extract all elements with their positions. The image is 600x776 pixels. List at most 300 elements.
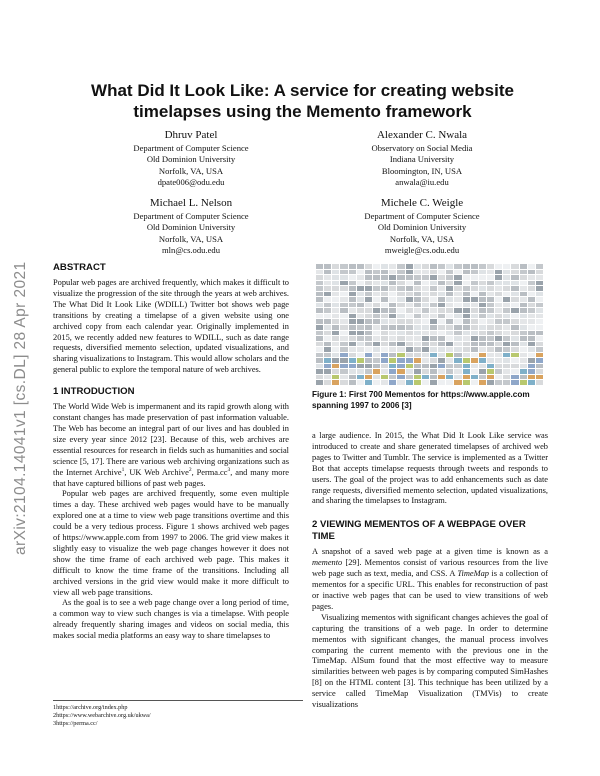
- memento-thumbnail: [446, 358, 453, 363]
- memento-thumbnail: [454, 308, 461, 313]
- memento-thumbnail: [414, 292, 421, 297]
- author-org: Old Dominion University: [146, 222, 236, 233]
- memento-thumbnail: [438, 303, 445, 308]
- memento-thumbnail: [438, 325, 445, 330]
- memento-thumbnail: [365, 358, 372, 363]
- memento-thumbnail: [503, 325, 510, 330]
- memento-thumbnail: [422, 308, 429, 313]
- memento-thumbnail: [487, 319, 494, 324]
- memento-thumbnail: [438, 264, 445, 269]
- memento-thumbnail: [389, 314, 396, 319]
- memento-thumbnail: [406, 331, 413, 336]
- memento-thumbnail: [373, 325, 380, 330]
- memento-thumbnail: [406, 264, 413, 269]
- memento-thumbnail: [349, 380, 356, 385]
- memento-thumbnail: [365, 270, 372, 275]
- memento-thumbnail: [357, 353, 364, 358]
- memento-thumbnail: [520, 319, 527, 324]
- author-org: Old Dominion University: [146, 154, 236, 165]
- memento-thumbnail: [536, 325, 543, 330]
- memento-thumbnail: [520, 264, 527, 269]
- memento-thumbnail: [487, 286, 494, 291]
- memento-thumbnail: [528, 319, 535, 324]
- memento-thumbnail: [520, 380, 527, 385]
- memento-thumbnail: [414, 380, 421, 385]
- memento-thumbnail: [536, 375, 543, 380]
- memento-thumbnail: [365, 331, 372, 336]
- memento-thumbnail: [349, 325, 356, 330]
- memento-thumbnail: [365, 281, 372, 286]
- memento-thumbnail: [511, 331, 518, 336]
- memento-thumbnail: [463, 314, 470, 319]
- memento-thumbnail: [389, 319, 396, 324]
- memento-thumbnail: [503, 331, 510, 336]
- memento-thumbnail: [365, 336, 372, 341]
- memento-thumbnail: [397, 358, 404, 363]
- paper-title: What Did It Look Like: A service for creating website timelapses using the Memento framework: [91, 81, 514, 121]
- memento-thumbnail: [495, 358, 502, 363]
- memento-thumbnail: [414, 375, 421, 380]
- memento-thumbnail: [487, 270, 494, 275]
- memento-thumbnail: [349, 308, 356, 313]
- memento-thumbnail: [406, 308, 413, 313]
- memento-thumbnail: [349, 281, 356, 286]
- memento-thumbnail: [422, 342, 429, 347]
- memento-thumbnail: [340, 308, 347, 313]
- memento-thumbnail: [511, 380, 518, 385]
- memento-thumbnail: [479, 375, 486, 380]
- memento-thumbnail: [340, 325, 347, 330]
- memento-thumbnail: [536, 264, 543, 269]
- memento-thumbnail: [373, 297, 380, 302]
- memento-thumbnail: [422, 375, 429, 380]
- memento-thumbnail: [340, 275, 347, 280]
- memento-thumbnail: [438, 292, 445, 297]
- memento-thumbnail: [511, 375, 518, 380]
- memento-thumbnail: [324, 275, 331, 280]
- memento-thumbnail: [406, 347, 413, 352]
- memento-thumbnail: [471, 314, 478, 319]
- memento-thumbnail: [503, 364, 510, 369]
- memento-thumbnail: [324, 358, 331, 363]
- memento-thumbnail: [324, 369, 331, 374]
- memento-thumbnail: [340, 286, 347, 291]
- memento-thumbnail: [381, 264, 388, 269]
- memento-thumbnail: [438, 369, 445, 374]
- memento-thumbnail: [446, 308, 453, 313]
- memento-thumbnail: [389, 364, 396, 369]
- memento-thumbnail: [349, 264, 356, 269]
- memento-thumbnail: [430, 308, 437, 313]
- memento-thumbnail: [357, 270, 364, 275]
- memento-thumbnail: [332, 347, 339, 352]
- memento-thumbnail: [316, 286, 323, 291]
- memento-thumbnail: [389, 342, 396, 347]
- memento-thumbnail: [511, 319, 518, 324]
- memento-thumbnail: [365, 375, 372, 380]
- author-location: Bloomington, IN, USA: [381, 165, 463, 176]
- memento-thumbnail: [536, 281, 543, 286]
- memento-thumbnail: [511, 297, 518, 302]
- memento-thumbnail: [414, 369, 421, 374]
- memento-thumbnail: [430, 264, 437, 269]
- author-name: Michael L. Nelson: [149, 197, 233, 209]
- memento-thumbnail: [430, 281, 437, 286]
- memento-thumbnail: [332, 308, 339, 313]
- memento-thumbnail: [357, 264, 364, 269]
- memento-thumbnail: [495, 275, 502, 280]
- memento-thumbnail: [463, 292, 470, 297]
- memento-thumbnail: [446, 275, 453, 280]
- memento-thumbnail: [536, 380, 543, 385]
- memento-thumbnail: [520, 297, 527, 302]
- author-email: anwala@iu.edu: [395, 176, 449, 187]
- memento-thumbnail: [332, 319, 339, 324]
- memento-thumbnail: [463, 281, 470, 286]
- memento-thumbnail: [511, 264, 518, 269]
- memento-thumbnail: [406, 314, 413, 319]
- memento-thumbnail: [454, 331, 461, 336]
- memento-thumbnail: [463, 286, 470, 291]
- memento-thumbnail: [349, 375, 356, 380]
- memento-thumbnail: [357, 303, 364, 308]
- memento-thumbnail: [357, 275, 364, 280]
- s2-p1-italic-memento: memento: [312, 558, 343, 568]
- memento-thumbnail: [422, 364, 429, 369]
- memento-thumbnail: [357, 314, 364, 319]
- memento-thumbnail: [406, 380, 413, 385]
- memento-thumbnail: [397, 347, 404, 352]
- memento-thumbnail: [430, 270, 437, 275]
- memento-thumbnail: [438, 380, 445, 385]
- memento-thumbnail: [365, 314, 372, 319]
- memento-thumbnail: [503, 314, 510, 319]
- memento-thumbnail: [381, 325, 388, 330]
- memento-thumbnail: [511, 275, 518, 280]
- memento-thumbnail: [422, 325, 429, 330]
- memento-thumbnail: [528, 270, 535, 275]
- memento-thumbnail: [479, 319, 486, 324]
- memento-thumbnail: [446, 286, 453, 291]
- memento-thumbnail: [357, 308, 364, 313]
- memento-thumbnail: [479, 336, 486, 341]
- memento-thumbnail: [349, 297, 356, 302]
- memento-thumbnail: [430, 314, 437, 319]
- author-location: Norfolk, VA, USA: [158, 233, 224, 244]
- memento-thumbnail: [511, 347, 518, 352]
- memento-thumbnail: [324, 336, 331, 341]
- memento-thumbnail: [332, 380, 339, 385]
- memento-thumbnail: [389, 380, 396, 385]
- memento-thumbnail: [454, 325, 461, 330]
- memento-thumbnail: [381, 314, 388, 319]
- section-2-paragraph-2: Visualizing mementos with significant changes achieves the goal of capturing the transitions of a web page. In order to determine mementos with significant changes, the manual process involves comparing the current memento with the previous one in the TimeMap. AlSum found that the most effective way to measure similarities between web pages is by comparing computed SimHashes [8] on the HTML content [3]. This technique has been utilized by a service called TimeMap Visualization (TMVis) to create visualizations: [312, 612, 548, 710]
- memento-thumbnail: [340, 347, 347, 352]
- memento-thumbnail: [479, 369, 486, 374]
- memento-thumbnail: [511, 308, 518, 313]
- memento-thumbnail: [454, 303, 461, 308]
- memento-thumbnail: [332, 281, 339, 286]
- memento-thumbnail: [422, 275, 429, 280]
- memento-thumbnail: [373, 319, 380, 324]
- memento-thumbnail: [454, 297, 461, 302]
- memento-thumbnail: [520, 286, 527, 291]
- memento-thumbnail: [324, 286, 331, 291]
- footnote-3: 3https://perma.cc/: [53, 720, 98, 728]
- memento-thumbnail: [438, 314, 445, 319]
- memento-thumbnail: [406, 292, 413, 297]
- memento-thumbnail: [406, 297, 413, 302]
- memento-thumbnail: [332, 297, 339, 302]
- memento-thumbnail: [373, 380, 380, 385]
- memento-thumbnail: [365, 292, 372, 297]
- memento-thumbnail: [438, 319, 445, 324]
- memento-thumbnail: [316, 336, 323, 341]
- memento-thumbnail: [414, 264, 421, 269]
- memento-thumbnail: [324, 314, 331, 319]
- memento-thumbnail: [406, 325, 413, 330]
- memento-thumbnail: [365, 369, 372, 374]
- memento-thumbnail: [528, 380, 535, 385]
- memento-thumbnail: [454, 347, 461, 352]
- memento-thumbnail: [414, 308, 421, 313]
- memento-thumbnail: [316, 347, 323, 352]
- memento-thumbnail: [438, 281, 445, 286]
- memento-thumbnail: [357, 358, 364, 363]
- memento-thumbnail: [528, 281, 535, 286]
- memento-thumbnail: [430, 319, 437, 324]
- memento-thumbnail: [487, 314, 494, 319]
- memento-thumbnail: [495, 297, 502, 302]
- memento-thumbnail: [528, 369, 535, 374]
- intro-p1-text-b: , UK Web Archive: [124, 467, 189, 477]
- memento-thumbnail: [520, 353, 527, 358]
- memento-thumbnail: [316, 264, 323, 269]
- memento-thumbnail: [463, 353, 470, 358]
- memento-thumbnail: [324, 364, 331, 369]
- memento-thumbnail: [536, 364, 543, 369]
- memento-thumbnail: [471, 319, 478, 324]
- memento-thumbnail: [495, 336, 502, 341]
- memento-thumbnail: [495, 347, 502, 352]
- memento-thumbnail: [422, 292, 429, 297]
- memento-thumbnail: [332, 292, 339, 297]
- memento-thumbnail: [487, 292, 494, 297]
- memento-thumbnail: [511, 286, 518, 291]
- memento-thumbnail: [365, 264, 372, 269]
- memento-thumbnail: [479, 314, 486, 319]
- memento-thumbnail: [471, 342, 478, 347]
- memento-thumbnail: [511, 369, 518, 374]
- author-dept: Observatory on Social Media: [371, 143, 473, 153]
- memento-thumbnail: [479, 353, 486, 358]
- memento-thumbnail: [316, 342, 323, 347]
- memento-thumbnail: [520, 303, 527, 308]
- memento-thumbnail: [414, 270, 421, 275]
- memento-thumbnail: [389, 286, 396, 291]
- memento-thumbnail: [340, 297, 347, 302]
- memento-thumbnail: [340, 331, 347, 336]
- memento-thumbnail: [438, 353, 445, 358]
- memento-thumbnail: [471, 375, 478, 380]
- memento-thumbnail: [479, 325, 486, 330]
- memento-thumbnail: [520, 275, 527, 280]
- memento-thumbnail: [406, 369, 413, 374]
- memento-thumbnail: [536, 336, 543, 341]
- memento-thumbnail: [406, 358, 413, 363]
- memento-thumbnail: [397, 380, 404, 385]
- memento-thumbnail: [340, 303, 347, 308]
- memento-thumbnail: [349, 358, 356, 363]
- memento-thumbnail: [316, 319, 323, 324]
- memento-thumbnail: [414, 275, 421, 280]
- memento-thumbnail: [389, 325, 396, 330]
- memento-thumbnail: [471, 364, 478, 369]
- memento-thumbnail: [357, 342, 364, 347]
- memento-thumbnail: [446, 292, 453, 297]
- memento-thumbnail: [430, 380, 437, 385]
- memento-thumbnail: [349, 303, 356, 308]
- memento-thumbnail: [511, 270, 518, 275]
- memento-thumbnail: [332, 342, 339, 347]
- memento-thumbnail: [503, 342, 510, 347]
- memento-thumbnail: [454, 369, 461, 374]
- memento-thumbnail: [511, 325, 518, 330]
- memento-thumbnail: [503, 286, 510, 291]
- intro-p1-text-d: , and many more that have captured billions of past web pages.: [53, 467, 289, 488]
- memento-thumbnail: [340, 336, 347, 341]
- memento-thumbnail: [511, 292, 518, 297]
- memento-thumbnail: [332, 375, 339, 380]
- memento-thumbnail: [316, 297, 323, 302]
- memento-thumbnail: [389, 353, 396, 358]
- memento-thumbnail: [365, 342, 372, 347]
- memento-thumbnail: [471, 331, 478, 336]
- memento-thumbnail: [528, 314, 535, 319]
- author-block-4: [307, 196, 537, 256]
- memento-thumbnail: [357, 369, 364, 374]
- memento-thumbnail: [381, 331, 388, 336]
- memento-thumbnail: [406, 275, 413, 280]
- memento-thumbnail: [446, 319, 453, 324]
- memento-thumbnail: [332, 369, 339, 374]
- memento-thumbnail: [528, 342, 535, 347]
- memento-thumbnail: [357, 375, 364, 380]
- memento-thumbnail: [324, 270, 331, 275]
- arxiv-identifier-stamp: arXiv:2104.14041v1 [cs.DL] 28 Apr 2021: [12, 261, 29, 555]
- memento-thumbnail: [316, 331, 323, 336]
- memento-thumbnail: [446, 281, 453, 286]
- memento-thumbnail: [381, 281, 388, 286]
- memento-thumbnail: [495, 342, 502, 347]
- memento-thumbnail: [479, 297, 486, 302]
- left-column: [53, 262, 289, 642]
- memento-thumbnail: [430, 342, 437, 347]
- memento-thumbnail: [357, 319, 364, 324]
- memento-thumbnail: [446, 342, 453, 347]
- memento-thumbnail: [324, 308, 331, 313]
- memento-thumbnail: [316, 270, 323, 275]
- memento-thumbnail: [479, 380, 486, 385]
- memento-thumbnail: [446, 264, 453, 269]
- memento-thumbnail: [324, 281, 331, 286]
- memento-thumbnail: [479, 281, 486, 286]
- memento-thumbnail: [536, 314, 543, 319]
- memento-thumbnail: [357, 331, 364, 336]
- memento-thumbnail: [316, 275, 323, 280]
- memento-thumbnail: [349, 286, 356, 291]
- memento-thumbnail: [528, 331, 535, 336]
- memento-thumbnail: [430, 286, 437, 291]
- memento-thumbnail: [438, 364, 445, 369]
- memento-thumbnail: [397, 308, 404, 313]
- memento-thumbnail: [365, 380, 372, 385]
- memento-thumbnail: [503, 347, 510, 352]
- memento-thumbnail: [324, 319, 331, 324]
- section-2-paragraph-1: [312, 547, 548, 612]
- memento-thumbnail: [357, 281, 364, 286]
- memento-thumbnail: [389, 308, 396, 313]
- memento-thumbnail: [528, 303, 535, 308]
- memento-thumbnail: [430, 353, 437, 358]
- memento-thumbnail: [520, 364, 527, 369]
- memento-thumbnail: [340, 353, 347, 358]
- memento-thumbnail: [430, 375, 437, 380]
- memento-thumbnail: [495, 380, 502, 385]
- memento-thumbnail: [414, 314, 421, 319]
- memento-thumbnail: [414, 347, 421, 352]
- memento-thumbnail: [324, 303, 331, 308]
- memento-thumbnail: [536, 342, 543, 347]
- memento-thumbnail: [520, 375, 527, 380]
- memento-thumbnail: [471, 264, 478, 269]
- memento-thumbnail: [463, 375, 470, 380]
- memento-thumbnail: [438, 297, 445, 302]
- memento-thumbnail: [454, 286, 461, 291]
- abstract-text: Popular web pages are archived frequently, which makes it difficult to visualize the progression of the site through the years at web archives. The What Did It Look Like (WDILL) Twitter bot shows web page transitions by creating a timelapse of a given website using one archived copy from each calendar year. Originally implemented in 2015, we recently added new features to WDILL, such as date range requests, diversified memento selection, updated visualizations, and sharing visualizations to Instagram. This would allow scholars and the general public to explore the temporal nature of web archives.: [53, 278, 289, 375]
- memento-thumbnail: [446, 364, 453, 369]
- memento-thumbnail: [422, 286, 429, 291]
- memento-thumbnail: [503, 297, 510, 302]
- memento-thumbnail: [487, 375, 494, 380]
- memento-thumbnail: [471, 275, 478, 280]
- memento-thumbnail: [316, 308, 323, 313]
- memento-thumbnail: [454, 275, 461, 280]
- memento-thumbnail: [316, 358, 323, 363]
- memento-thumbnail: [349, 369, 356, 374]
- memento-thumbnail: [389, 275, 396, 280]
- s2-p1-a: A snapshot of a saved web page at a given time is known as a: [312, 547, 548, 557]
- memento-thumbnail: [503, 292, 510, 297]
- memento-thumbnail: [414, 342, 421, 347]
- memento-thumbnail: [365, 286, 372, 291]
- memento-thumbnail: [349, 275, 356, 280]
- memento-thumbnail: [438, 308, 445, 313]
- memento-thumbnail: [511, 353, 518, 358]
- footnote-ref: 1: [121, 466, 125, 473]
- memento-thumbnail: [495, 331, 502, 336]
- memento-thumbnail: [536, 303, 543, 308]
- memento-thumbnail: [422, 297, 429, 302]
- memento-thumbnail: [454, 281, 461, 286]
- memento-thumbnail: [414, 281, 421, 286]
- memento-thumbnail: [520, 342, 527, 347]
- memento-thumbnail: [487, 336, 494, 341]
- memento-thumbnail: [503, 275, 510, 280]
- memento-thumbnail: [422, 270, 429, 275]
- memento-thumbnail: [471, 297, 478, 302]
- memento-thumbnail: [430, 303, 437, 308]
